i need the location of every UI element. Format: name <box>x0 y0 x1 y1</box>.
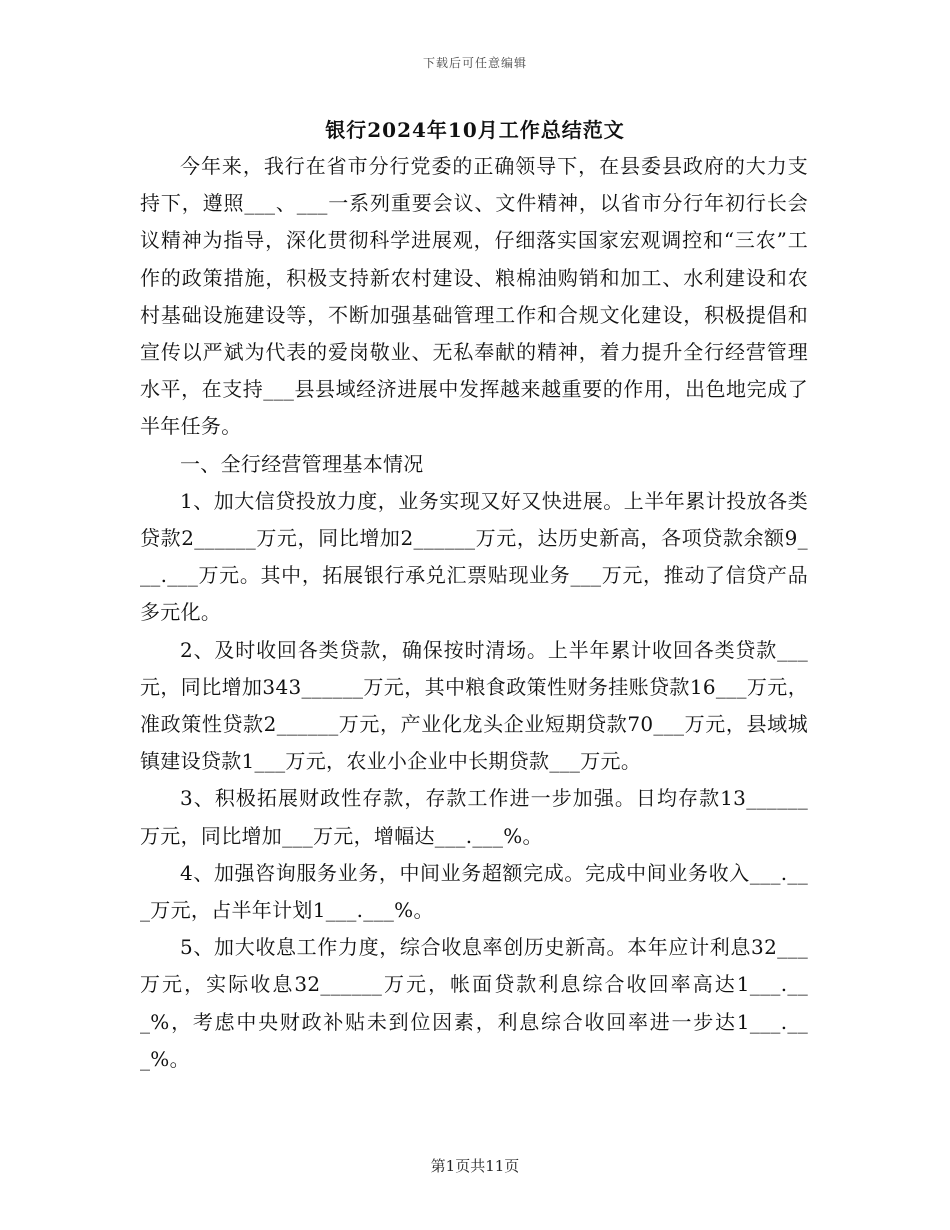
document-title: 银行2024年10月工作总结范文 <box>325 118 625 142</box>
page-header-note: 下载后可任意编辑 <box>422 56 527 70</box>
paragraph-item-1: 1、加大信贷投放力度，业务实现又好又快进展。上半年累计投放各类贷款2______万元，同比增加2______万元，达历史新高，各项贷款余额9___.___万元。其中，拓展银行承兑汇票贴现业务___万元，推动了信贷产品多元化。 <box>140 488 808 625</box>
paragraph-item-2: 2、及时收回各类贷款，确保按时清场。上半年累计收回各类贷款___元，同比增加343______万元，其中粮食政策性财务挂账贷款16___万元，准政策性贷款2______万元，产业化龙头企业短期贷款70___万元，县域城镇建设贷款1___万元，农业小企业中长期贷款___万元。 <box>140 637 808 774</box>
paragraph-intro: 今年来，我行在省市分行党委的正确领导下，在县委县政府的大力支持下，遵照___、___一系列重要会议、文件精神，以省市分行年初行长会议精神为指导，深化贯彻科学进展观，仔细落实国家宏观调控和“三农”工作的政策措施，积极支持新农村建设、粮棉油购销和加工、水利建设和农村基础设施建设等，不断加强基础管理工作和合规文化建设，积极提倡和宣传以严斌为代表的爱岗敬业、无私奉献的精神，着力提升全行经营管理水平，在支持___县县域经济进展中发挥越来越重要的作用，出色地完成了半年任务。 <box>140 154 808 439</box>
paragraph-item-5: 5、加大收息工作力度，综合收息率创历史新高。本年应计利息32___万元，实际收息32______万元，帐面贷款利息综合收回率高达1___.___%，考虑中央财政补贴未到位因素，利息综合收回率进一步达1___.___%。 <box>140 935 808 1071</box>
document-body <box>140 148 808 1078</box>
page-number: 第1页共11页 <box>430 1157 520 1175</box>
paragraph-item-4: 4、加强咨询服务业务，中间业务超额完成。完成中间业务收入___.___万元，占半年计划1___.___%。 <box>140 860 808 923</box>
paragraph-item-3: 3、积极拓展财政性存款，存款工作进一步加强。日均存款13______万元，同比增加___万元，增幅达___.___%。 <box>140 786 808 848</box>
section-heading: 一、全行经营管理基本情况 <box>180 451 424 476</box>
